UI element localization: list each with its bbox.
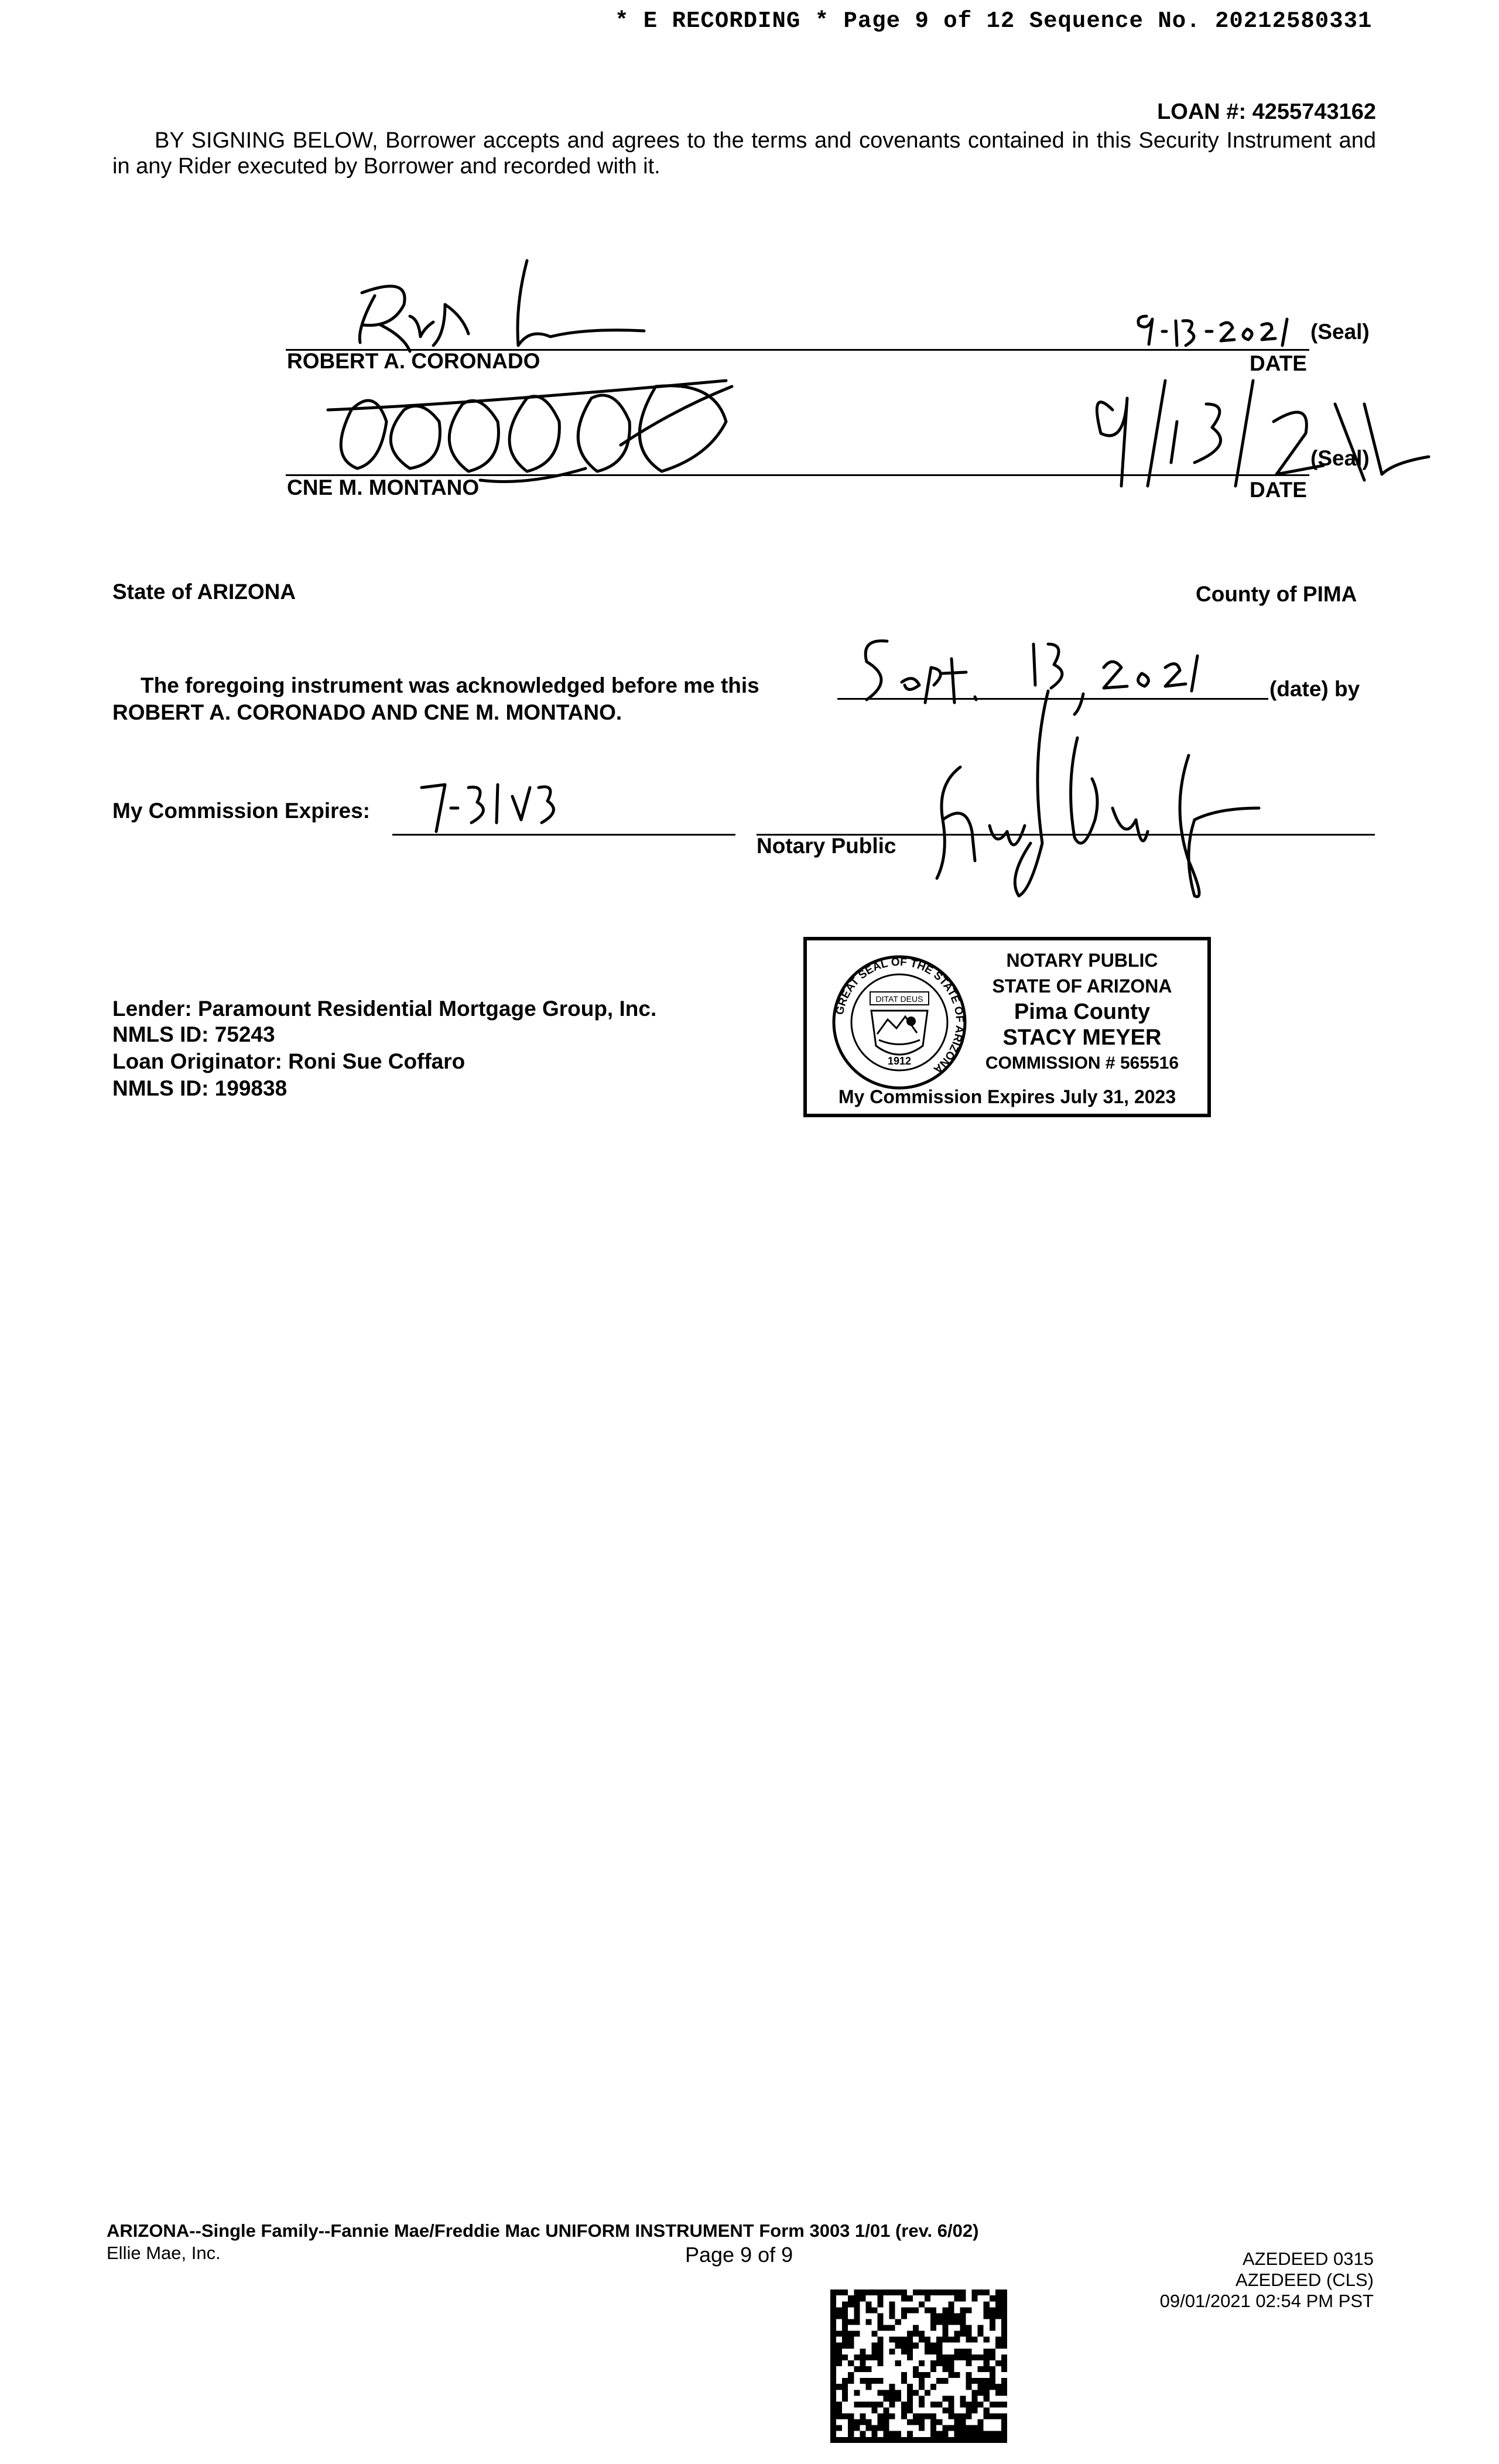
signature-robert-coronado bbox=[360, 261, 644, 351]
lender-nmls: NMLS ID: 75243 bbox=[112, 1022, 275, 1046]
notary-public-label: Notary Public bbox=[757, 834, 896, 858]
signing-statement: BY SIGNING BELOW, Borrower accepts and agrees to the terms and covenants contained in this Security Instrument and in any Rider executed by Borrower and recorded with it. bbox=[112, 128, 1376, 179]
borrower-1-date-label: DATE bbox=[1250, 351, 1307, 375]
county-label: County of PIMA bbox=[1196, 582, 1357, 606]
footer-code-2: AZEDEED (CLS) bbox=[1236, 2270, 1374, 2290]
lender-name: Lender: Paramount Residential Mortgage Group, Inc. bbox=[112, 997, 657, 1021]
footer-company: Ellie Mae, Inc. bbox=[107, 2243, 221, 2263]
originator-nmls: NMLS ID: 199838 bbox=[112, 1076, 288, 1100]
acknowledgment-signers: ROBERT A. CORONADO AND CNE M. MONTANO. bbox=[112, 700, 622, 724]
stamp-title: NOTARY PUBLIC bbox=[1006, 950, 1158, 971]
commission-expires-line bbox=[392, 834, 735, 836]
seal-motto: DITAT DEUS bbox=[875, 994, 923, 1004]
footer-code-1: AZEDEED 0315 bbox=[1243, 2249, 1374, 2269]
stamp-expiration: My Commission Expires July 31, 2023 bbox=[838, 1086, 1176, 1107]
acknowledgment-date-suffix: (date) by bbox=[1269, 677, 1360, 701]
loan-number bbox=[1157, 100, 1376, 125]
footer-timestamp: 09/01/2021 02:54 PM PST bbox=[1159, 2291, 1374, 2311]
stamp-state: STATE OF ARIZONA bbox=[992, 976, 1172, 997]
notary-stamp bbox=[803, 937, 1211, 1117]
seal-year: 1912 bbox=[887, 1055, 912, 1067]
commission-expires-label: My Commission Expires: bbox=[112, 799, 371, 823]
borrower-2-seal: (Seal) bbox=[1310, 446, 1370, 470]
stamp-commission-number: COMMISSION # 565516 bbox=[985, 1053, 1179, 1073]
barcode-icon bbox=[830, 2290, 1007, 2443]
stamp-text-block bbox=[965, 947, 1199, 1076]
signature-notary bbox=[937, 691, 1259, 896]
seal-ring-text: GREAT SEAL OF THE STATE OF ARIZONA bbox=[833, 956, 966, 1076]
borrower-2-name: CNE M. MONTANO bbox=[287, 475, 480, 499]
acknowledgment-text: The foregoing instrument was acknowledged before me this bbox=[141, 673, 759, 697]
footer-form-line: ARIZONA--Single Family--Fannie Mae/Freddie Mac UNIFORM INSTRUMENT Form 3003 1/01 (rev. 6/02) bbox=[107, 2220, 979, 2241]
handwritten-commission-date bbox=[422, 785, 553, 831]
handwritten-ack-date bbox=[865, 641, 1197, 714]
state-seal-icon bbox=[829, 952, 970, 1093]
handwritten-date-1 bbox=[1138, 316, 1287, 345]
footer-page-number: Page 9 of 9 bbox=[685, 2243, 793, 2267]
handwritten-date-2 bbox=[1097, 381, 1429, 486]
state-label: State of ARIZONA bbox=[112, 580, 296, 604]
borrower-1-seal: (Seal) bbox=[1310, 320, 1370, 344]
recording-header: * E RECORDING * Page 9 of 12 Sequence No. 20212580331 bbox=[615, 8, 1373, 34]
stamp-notary-name: STACY MEYER bbox=[1002, 1025, 1162, 1050]
loan-value: 4255743162 bbox=[1252, 100, 1376, 124]
loan-originator: Loan Originator: Roni Sue Coffaro bbox=[112, 1049, 466, 1073]
borrower-2-date-label: DATE bbox=[1250, 478, 1307, 502]
signature-cne-montano bbox=[328, 381, 732, 482]
loan-label: LOAN #: bbox=[1157, 100, 1247, 124]
acknowledgment-date-line bbox=[837, 698, 1268, 700]
stamp-county: Pima County bbox=[1014, 1000, 1151, 1024]
borrower-1-name: ROBERT A. CORONADO bbox=[287, 349, 540, 373]
